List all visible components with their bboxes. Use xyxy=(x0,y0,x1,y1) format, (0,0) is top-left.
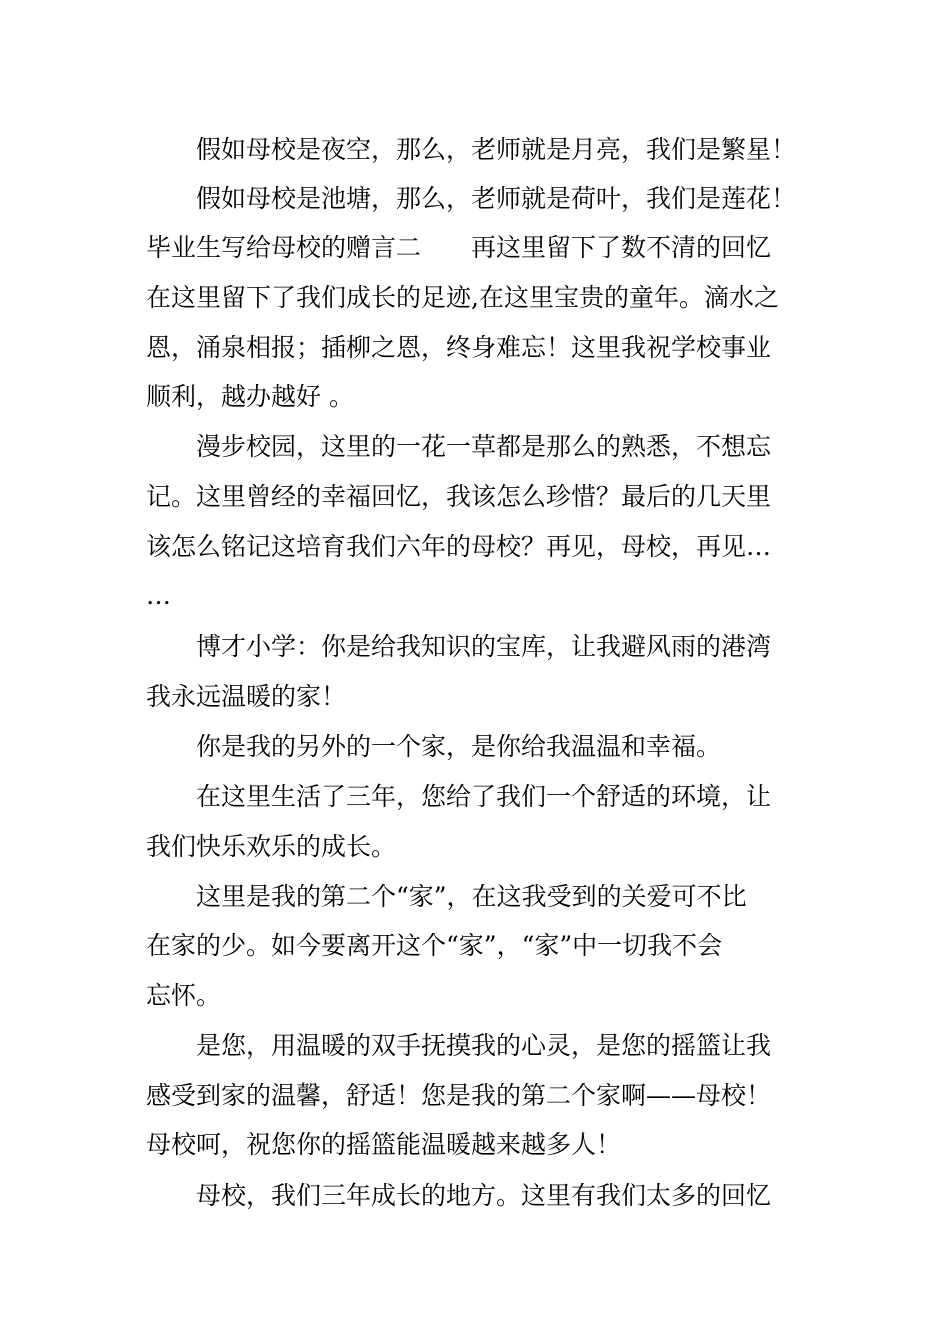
text-line: 顺利，越办越好 。 xyxy=(146,382,354,411)
text-line: 母校呵，祝您你的摇篮能温暖越来越多人！ xyxy=(146,1130,622,1159)
text-line: 在这里留下了我们成长的足迹,在这里宝贵的童年。滴水之 xyxy=(146,283,779,312)
text-line: 感受到家的温馨，舒适！您是我的第二个家啊——母校！ xyxy=(146,1081,772,1110)
text-line: 你是我的另外的一个家，是你给我温温和幸福。 xyxy=(196,732,722,761)
text-line: 记。这里曾经的幸福回忆，我该怎么珍惜？最后的几天里 xyxy=(146,482,772,511)
text-line: 忘怀。 xyxy=(146,981,222,1010)
section-heading-line: 毕业生写给母校的赠言二 再这里留下了数不清的回忆 xyxy=(146,233,772,262)
text-line: 漫步校园，这里的一花一草都是那么的熟悉，不想忘 xyxy=(196,432,772,461)
text-line: 在家的少。如今要离开这个“家”，“家”中一切我不会 xyxy=(146,931,723,960)
text-line: … xyxy=(146,581,171,610)
text-line: 我们快乐欢乐的成长。 xyxy=(146,832,397,861)
text-line: 该怎么铭记这培育我们六年的母校？再见，母校，再见… xyxy=(146,532,772,561)
text-line: 是您，用温暖的双手抚摸我的心灵，是您的摇篮让我 xyxy=(196,1031,772,1060)
text-line: 在这里生活了三年，您给了我们一个舒适的环境，让 xyxy=(196,782,772,811)
text-line: 博才小学：你是给我知识的宝库，让我避风雨的港湾 xyxy=(196,632,772,661)
text-line: 假如母校是池塘，那么，老师就是荷叶，我们是莲花！ xyxy=(196,184,797,213)
text-line: 我永远温暖的家！ xyxy=(146,682,347,711)
text-line: 恩，涌泉相报；插柳之恩，终身难忘！这里我祝学校事业 xyxy=(146,333,772,362)
text-line: 假如母校是夜空，那么，老师就是月亮，我们是繁星！ xyxy=(196,135,797,164)
text-line: 母校，我们三年成长的地方。这里有我们太多的回忆 xyxy=(196,1181,772,1210)
text-line: 这里是我的第二个“家”，在这我受到的关爱可不比 xyxy=(196,882,747,911)
